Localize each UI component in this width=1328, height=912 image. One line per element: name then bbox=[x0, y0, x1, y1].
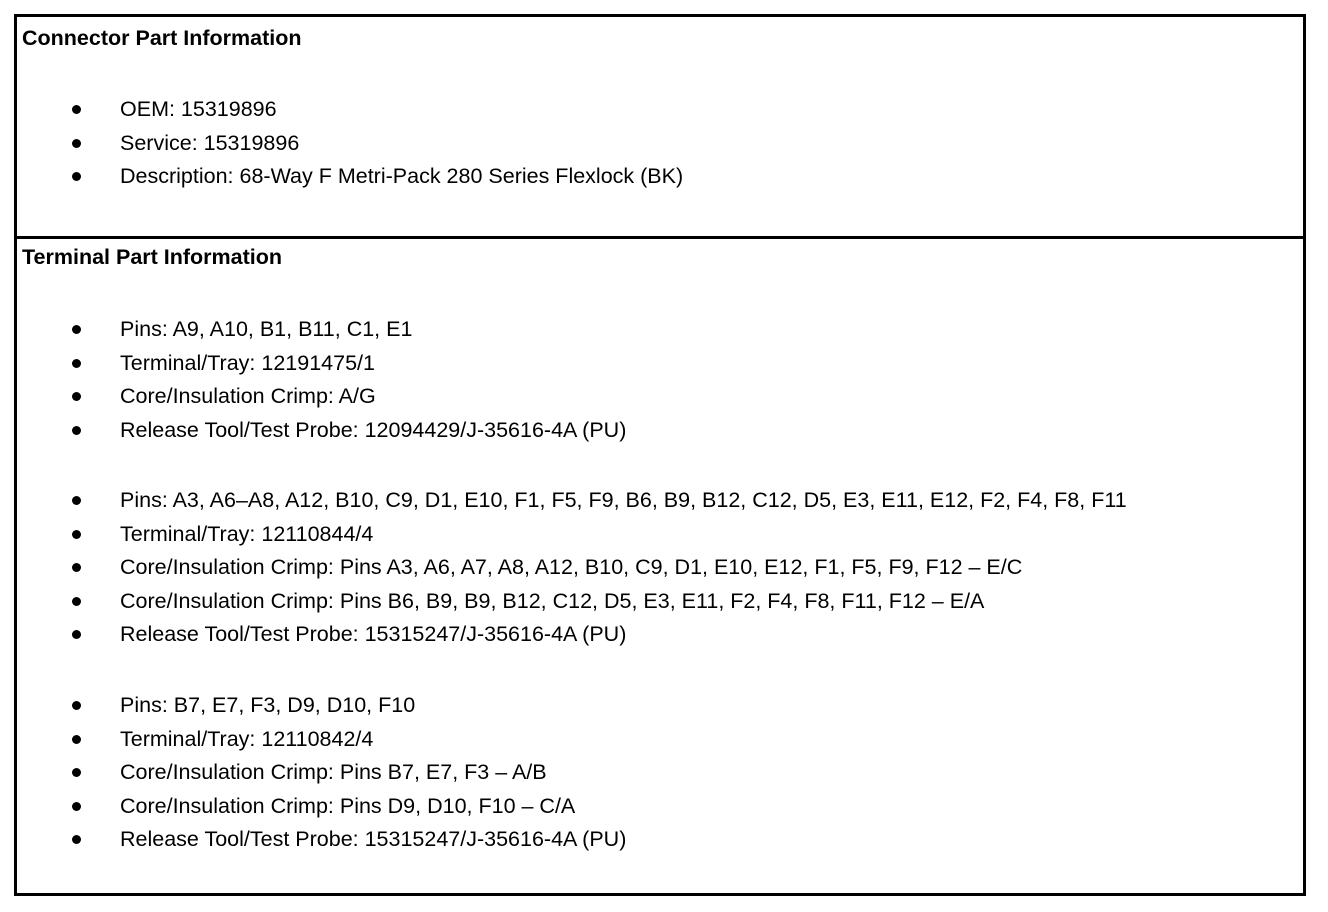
terminal-group-2 bbox=[17, 488, 1303, 656]
bullet-icon bbox=[72, 139, 81, 148]
list-item: Terminal/Tray: 12110844/4 bbox=[17, 522, 1303, 556]
bullet-icon bbox=[72, 172, 81, 181]
list-item: Core/Insulation Crimp: Pins D9, D10, F10 – C/A bbox=[17, 794, 1303, 828]
bullet-icon bbox=[72, 768, 81, 777]
list-item: Core/Insulation Crimp: Pins B6, B9, B9, B12, C12, D5, E3, E11, F2, F4, F8, F11, F12 – E/A bbox=[17, 589, 1303, 623]
list-item: Terminal/Tray: 12191475/1 bbox=[17, 351, 1303, 385]
bullet-icon bbox=[72, 835, 81, 844]
bullet-icon bbox=[72, 530, 81, 539]
bullet-icon bbox=[72, 496, 81, 505]
list-item: Pins: A3, A6–A8, A12, B10, C9, D1, E10, F1, F5, F9, B6, B9, B12, C12, D5, E3, E11, E12, F2, F4, F8, F11 bbox=[17, 488, 1303, 522]
bullet-icon bbox=[72, 735, 81, 744]
connector-heading: Connector Part Information bbox=[22, 26, 302, 50]
list-item: Service: 15319896 bbox=[17, 131, 1303, 165]
bullet-icon bbox=[72, 563, 81, 572]
part-info-table bbox=[14, 14, 1306, 896]
list-item: Release Tool/Test Probe: 15315247/J-35616-4A (PU) bbox=[17, 827, 1303, 861]
bullet-icon bbox=[72, 105, 81, 114]
list-item: Release Tool/Test Probe: 15315247/J-35616-4A (PU) bbox=[17, 622, 1303, 656]
terminal-group-3 bbox=[17, 693, 1303, 861]
bullet-icon bbox=[72, 392, 81, 401]
list-item: Description: 68-Way F Metri-Pack 280 Series Flexlock (BK) bbox=[17, 164, 1303, 198]
list-item: Terminal/Tray: 12110842/4 bbox=[17, 727, 1303, 761]
list-item: Core/Insulation Crimp: A/G bbox=[17, 384, 1303, 418]
bullet-icon bbox=[72, 359, 81, 368]
list-item: Core/Insulation Crimp: Pins B7, E7, F3 – A/B bbox=[17, 760, 1303, 794]
list-item: Pins: A9, A10, B1, B11, C1, E1 bbox=[17, 317, 1303, 351]
bullet-icon bbox=[72, 701, 81, 710]
list-item: Release Tool/Test Probe: 12094429/J-35616-4A (PU) bbox=[17, 418, 1303, 452]
connector-list bbox=[17, 97, 1303, 198]
bullet-icon bbox=[72, 597, 81, 606]
bullet-icon bbox=[72, 325, 81, 334]
connector-section bbox=[17, 17, 1303, 236]
bullet-icon bbox=[72, 802, 81, 811]
bullet-icon bbox=[72, 630, 81, 639]
bullet-icon bbox=[72, 426, 81, 435]
list-item: Pins: B7, E7, F3, D9, D10, F10 bbox=[17, 693, 1303, 727]
terminal-heading: Terminal Part Information bbox=[22, 245, 283, 269]
terminal-section bbox=[17, 239, 1303, 893]
terminal-group-1 bbox=[17, 317, 1303, 451]
list-item: OEM: 15319896 bbox=[17, 97, 1303, 131]
list-item: Core/Insulation Crimp: Pins A3, A6, A7, A8, A12, B10, C9, D1, E10, E12, F1, F5, F9, F12 – E/C bbox=[17, 555, 1303, 589]
